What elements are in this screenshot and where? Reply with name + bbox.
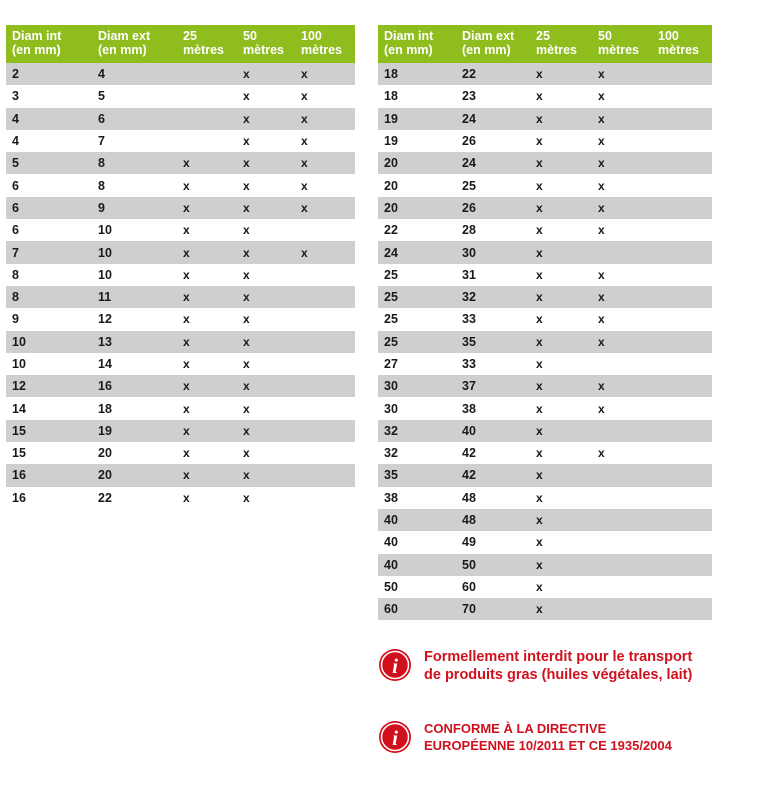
cell-50m: x [237,331,295,353]
table-row [6,353,355,375]
table-row [6,331,355,353]
cell-25m: x [530,108,592,130]
cell-50m [592,598,652,620]
cell-diam-ext: 50 [456,554,530,576]
cell-25m: x [177,442,237,464]
cell-50m: x [237,152,295,174]
table-row [6,308,355,330]
cell-50m: x [592,397,652,419]
cell-25m: x [177,397,237,419]
table-row [378,286,712,308]
cell-diam-int: 16 [6,487,92,509]
cell-25m: x [177,308,237,330]
table-row [6,397,355,419]
cell-25m: x [530,331,592,353]
cell-50m [592,353,652,375]
cell-diam-ext: 33 [456,308,530,330]
table-row [6,152,355,174]
cell-25m: x [177,219,237,241]
table-row [378,598,712,620]
table-row [6,108,355,130]
cell-50m: x [237,264,295,286]
cell-100m [295,219,355,241]
cell-100m [652,174,712,196]
cell-25m: x [177,241,237,263]
cell-diam-ext: 32 [456,286,530,308]
cell-diam-int: 5 [6,152,92,174]
cell-25m: x [530,576,592,598]
cell-diam-ext: 18 [92,397,177,419]
cell-diam-int: 8 [6,264,92,286]
cell-diam-ext: 16 [92,375,177,397]
cell-25m: x [530,375,592,397]
cell-diam-ext: 30 [456,241,530,263]
cell-50m: x [237,108,295,130]
table-row [378,397,712,419]
table-row [378,464,712,486]
cell-25m: x [530,85,592,107]
cell-25m: x [530,308,592,330]
cell-50m: x [592,152,652,174]
cell-25m: x [177,375,237,397]
cell-50m: x [592,375,652,397]
cell-50m [592,487,652,509]
cell-diam-int: 15 [6,442,92,464]
cell-100m [295,353,355,375]
cell-diam-int: 19 [378,108,456,130]
cell-diam-int: 32 [378,442,456,464]
cell-diam-int: 6 [6,197,92,219]
cell-100m [652,531,712,553]
cell-diam-ext: 22 [92,487,177,509]
cell-diam-ext: 22 [456,63,530,85]
cell-diam-int: 50 [378,576,456,598]
cell-100m [295,286,355,308]
table-row [6,197,355,219]
cell-50m: x [592,108,652,130]
cell-25m: x [530,464,592,486]
cell-100m [652,264,712,286]
header-50m: 50 mètres [237,25,295,63]
table-row [378,487,712,509]
compliance-notice [378,720,770,754]
cell-diam-ext: 42 [456,442,530,464]
cell-50m: x [237,286,295,308]
cell-25m: x [530,174,592,196]
table-row [378,531,712,553]
cell-50m: x [237,219,295,241]
cell-100m [652,219,712,241]
table-row [378,152,712,174]
header-100m: 100 mètres [652,25,712,63]
cell-50m: x [237,464,295,486]
cell-diam-ext: 28 [456,219,530,241]
cell-25m: x [177,152,237,174]
cell-50m: x [237,487,295,509]
cell-diam-ext: 24 [456,152,530,174]
cell-diam-ext: 10 [92,264,177,286]
cell-100m: x [295,63,355,85]
table-row [378,353,712,375]
cell-25m: x [530,598,592,620]
cell-diam-ext: 26 [456,197,530,219]
cell-50m [592,576,652,598]
table-row [378,331,712,353]
cell-diam-int: 30 [378,397,456,419]
cell-100m: x [295,197,355,219]
info-icon-letter: i [392,654,398,678]
cell-100m [652,63,712,85]
cell-25m: x [530,286,592,308]
cell-diam-int: 32 [378,420,456,442]
cell-25m: x [177,286,237,308]
cell-50m: x [237,241,295,263]
header-diam-ext: Diam ext (en mm) [92,25,177,63]
cell-100m: x [295,130,355,152]
table-row [378,63,712,85]
right-table-body [378,63,712,620]
cell-diam-int: 4 [6,108,92,130]
cell-25m: x [177,464,237,486]
cell-100m [295,487,355,509]
fat-transport-warning [378,648,770,684]
right-specs-table [378,25,712,620]
header-100m: 100 mètres [295,25,355,63]
cell-diam-ext: 20 [92,464,177,486]
cell-diam-int: 25 [378,286,456,308]
cell-50m [592,554,652,576]
compliance-notice-text: CONFORME À LA DIRECTIVE EUROPÉENNE 10/2011 ET CE 1935/2004 [424,721,672,753]
cell-diam-int: 3 [6,85,92,107]
cell-diam-int: 2 [6,63,92,85]
table-row [6,375,355,397]
cell-diam-int: 40 [378,531,456,553]
cell-diam-ext: 40 [456,420,530,442]
cell-diam-ext: 48 [456,487,530,509]
table-row [6,63,355,85]
cell-50m: x [237,85,295,107]
cell-25m: x [177,331,237,353]
cell-50m: x [592,219,652,241]
cell-50m: x [237,197,295,219]
cell-100m: x [295,174,355,196]
cell-diam-ext: 4 [92,63,177,85]
table-row [378,442,712,464]
cell-diam-int: 10 [6,331,92,353]
table-row [6,219,355,241]
cell-diam-int: 20 [378,174,456,196]
cell-diam-int: 10 [6,353,92,375]
cell-50m: x [592,264,652,286]
cell-25m: x [530,219,592,241]
info-icon [378,648,412,682]
cell-50m: x [592,197,652,219]
cell-100m [295,308,355,330]
cell-25m [177,63,237,85]
fat-transport-warning-text: Formellement interdit pour le transport de produits gras (huiles végétales, lait) [424,649,693,683]
cell-diam-ext: 11 [92,286,177,308]
cell-100m [652,241,712,263]
cell-50m: x [592,331,652,353]
cell-diam-int: 38 [378,487,456,509]
cell-25m: x [177,264,237,286]
cell-50m: x [237,63,295,85]
cell-100m [295,464,355,486]
header-diam-int: Diam int (en mm) [378,25,456,63]
cell-diam-int: 6 [6,174,92,196]
cell-diam-ext: 42 [456,464,530,486]
cell-diam-ext: 60 [456,576,530,598]
cell-diam-int: 22 [378,219,456,241]
cell-100m [295,442,355,464]
table-row [6,420,355,442]
cell-diam-int: 30 [378,375,456,397]
header-25m: 25 mètres [530,25,592,63]
cell-50m: x [237,420,295,442]
table-row [6,264,355,286]
cell-100m [652,85,712,107]
cell-diam-ext: 38 [456,397,530,419]
cell-diam-int: 25 [378,308,456,330]
table-row [378,241,712,263]
table-row [378,420,712,442]
cell-diam-int: 24 [378,241,456,263]
cell-diam-ext: 31 [456,264,530,286]
cell-25m: x [530,152,592,174]
table-row [6,487,355,509]
cell-50m [592,464,652,486]
cell-diam-ext: 35 [456,331,530,353]
cell-diam-ext: 20 [92,442,177,464]
cell-100m [652,554,712,576]
cell-25m: x [530,353,592,375]
cell-diam-ext: 6 [92,108,177,130]
cell-diam-int: 40 [378,509,456,531]
cell-50m: x [592,174,652,196]
cell-diam-int: 40 [378,554,456,576]
header-50m: 50 mètres [592,25,652,63]
cell-100m: x [295,85,355,107]
cell-100m [652,353,712,375]
cell-25m: x [177,174,237,196]
cell-100m [295,420,355,442]
cell-25m: x [530,63,592,85]
cell-diam-ext: 48 [456,509,530,531]
cell-100m [295,264,355,286]
cell-diam-int: 18 [378,63,456,85]
cell-100m [652,375,712,397]
header-diam-ext: Diam ext (en mm) [456,25,530,63]
table-row [378,197,712,219]
cell-diam-int: 12 [6,375,92,397]
cell-100m [652,487,712,509]
cell-100m: x [295,108,355,130]
cell-diam-int: 9 [6,308,92,330]
cell-diam-int: 18 [378,85,456,107]
cell-100m: x [295,241,355,263]
cell-50m: x [592,286,652,308]
table-row [6,464,355,486]
left-specs-table [6,25,355,509]
cell-50m: x [237,308,295,330]
cell-100m: x [295,152,355,174]
table-row [378,108,712,130]
cell-diam-int: 16 [6,464,92,486]
cell-100m [652,420,712,442]
cell-100m [652,108,712,130]
table-row [378,264,712,286]
cell-diam-int: 4 [6,130,92,152]
cell-50m [592,509,652,531]
cell-25m: x [177,197,237,219]
cell-100m [652,197,712,219]
table-row [6,130,355,152]
cell-50m: x [237,442,295,464]
table-row [6,174,355,196]
cell-25m [177,130,237,152]
cell-100m [652,397,712,419]
info-icon [378,720,412,754]
cell-50m: x [237,397,295,419]
cell-diam-int: 25 [378,264,456,286]
table-row [6,286,355,308]
table-row [6,85,355,107]
cell-25m: x [530,420,592,442]
cell-25m: x [530,531,592,553]
table-row [378,174,712,196]
cell-diam-ext: 7 [92,130,177,152]
cell-50m [592,420,652,442]
cell-diam-ext: 10 [92,241,177,263]
cell-diam-ext: 5 [92,85,177,107]
cell-100m [652,130,712,152]
cell-diam-ext: 25 [456,174,530,196]
table-row [378,509,712,531]
cell-diam-int: 19 [378,130,456,152]
cell-100m [652,509,712,531]
cell-diam-int: 60 [378,598,456,620]
cell-diam-int: 15 [6,420,92,442]
table-header-row [6,25,355,63]
cell-diam-int: 25 [378,331,456,353]
cell-diam-int: 20 [378,152,456,174]
cell-25m: x [530,509,592,531]
cell-diam-ext: 8 [92,152,177,174]
cell-25m: x [530,554,592,576]
table-row [378,576,712,598]
table-row [6,241,355,263]
cell-25m [177,108,237,130]
cell-100m [295,397,355,419]
header-25m: 25 mètres [177,25,237,63]
cell-diam-int: 14 [6,397,92,419]
cell-50m: x [237,130,295,152]
info-icon-letter: i [392,726,398,750]
cell-diam-ext: 10 [92,219,177,241]
cell-diam-int: 8 [6,286,92,308]
cell-diam-int: 6 [6,219,92,241]
cell-diam-ext: 23 [456,85,530,107]
cell-50m: x [592,130,652,152]
table-row [378,219,712,241]
header-diam-int: Diam int (en mm) [6,25,92,63]
table-row [378,375,712,397]
cell-100m [295,331,355,353]
cell-100m [652,598,712,620]
table-row [378,85,712,107]
cell-25m: x [177,353,237,375]
cell-diam-ext: 9 [92,197,177,219]
cell-50m: x [237,375,295,397]
table-row [6,442,355,464]
cell-25m: x [530,487,592,509]
cell-diam-int: 35 [378,464,456,486]
cell-diam-int: 20 [378,197,456,219]
cell-50m [592,241,652,263]
cell-50m: x [592,63,652,85]
cell-25m: x [530,241,592,263]
cell-25m: x [530,442,592,464]
cell-diam-ext: 14 [92,353,177,375]
cell-50m: x [592,442,652,464]
cell-100m [652,152,712,174]
cell-50m: x [237,174,295,196]
cell-diam-ext: 70 [456,598,530,620]
cell-diam-ext: 26 [456,130,530,152]
cell-diam-ext: 33 [456,353,530,375]
cell-diam-ext: 8 [92,174,177,196]
cell-diam-ext: 49 [456,531,530,553]
cell-diam-ext: 13 [92,331,177,353]
cell-100m [652,464,712,486]
cell-diam-ext: 19 [92,420,177,442]
cell-25m: x [530,130,592,152]
table-header-row [378,25,712,63]
table-row [378,308,712,330]
cell-diam-int: 27 [378,353,456,375]
cell-diam-int: 7 [6,241,92,263]
cell-25m: x [177,420,237,442]
cell-50m [592,531,652,553]
cell-25m [177,85,237,107]
cell-25m: x [530,197,592,219]
cell-diam-ext: 24 [456,108,530,130]
table-row [378,554,712,576]
cell-100m [295,375,355,397]
cell-25m: x [177,487,237,509]
cell-100m [652,286,712,308]
cell-25m: x [530,397,592,419]
cell-50m: x [237,353,295,375]
cell-diam-ext: 37 [456,375,530,397]
cell-100m [652,308,712,330]
cell-100m [652,576,712,598]
cell-100m [652,331,712,353]
left-table-body [6,63,355,509]
cell-25m: x [530,264,592,286]
cell-50m: x [592,85,652,107]
cell-100m [652,442,712,464]
cell-50m: x [592,308,652,330]
table-row [378,130,712,152]
cell-diam-ext: 12 [92,308,177,330]
